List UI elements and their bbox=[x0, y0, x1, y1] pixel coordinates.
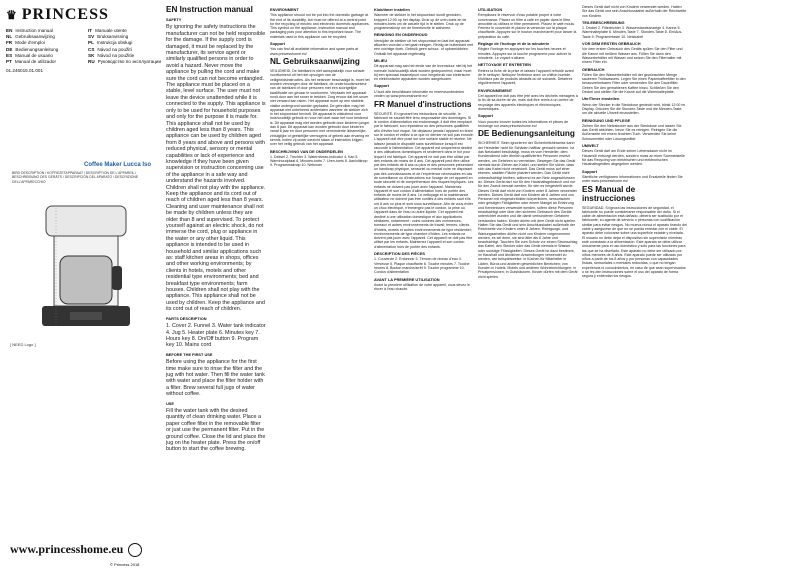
language-label: Návod na použití bbox=[97, 46, 132, 52]
body-text: SICHERHEIT. Beim Ignorieren der Sicherheitshinweise kann der Hersteller nicht für Schäden haftbar gemacht werden. Ist das Netzkabel beschädigt, muss es vom Hersteller, dem Kundendienst oder ähnlich qualifizierten Personen ersetzt werden, um Gefahren zu vermeiden. Bewegen Sie das Gerät niemals durch Ziehen am Kabel, und stellen Sie sicher, dass sich das Kabel nicht verwickelt. Das Gerät muss auf einer ebenen, stabilen Fläche platziert werden. Das Gerät nicht unbeaufsichtigt bleiben, während es am Netz angeschlossen ist. Dieses Gerät darf nur für den Haushaltsgebrauch und nur für den Zweck benutzt werden, für den es hergestellt wurde. Dieses Gerät darf nicht von Kindern unter 8 Jahren verwendet werden. Dieses Gerät darf von Kindern ab 8 Jahren und von Personen mit eingeschränkten körperlichen, sensorischen oder geistigen Fähigkeiten oder einem Mangel an Erfahrung und Kenntnissen verwendet werden, sofern diese Personen beaufsichtigt oder über den sicheren Gebrauch des Geräts unterrichtet wurden und die damit verbundenen Gefahren verstanden haben. Kinder dürfen mit dem Gerät nicht spielen. Halten Sie das Gerät und sein Anschlusskabel außerhalb der Reichweite von Kindern unter 8 Jahren. Reinigungs- und Wartungsarbeiten dürfen nicht von Kindern vorgenommen werden, es sei denn, sie sind älter als 8 Jahre und beaufsichtigt. Tauchen Sie zum Schutz vor einem Stromschlag das Kabel, den Stecker oder das Gerät niemals in Wasser oder sonstige Flüssigkeiten. Dieses Gerät ist dazu bestimmt, im Haushalt und ähnlichen Anwendungen verwendet zu werden, wie beispielsweise: in Küchen für Mitarbeiter in Läden, Büros und anderen gewerblichen Bereichen; von Kunden in Hotels, Motels und anderen Wohneinrichtungen; in Privatpensionen; in Gutshäusern. Kinder dürfen mit dem Gerät nicht spielen. bbox=[478, 141, 578, 279]
body-text: Füllen Sie den Wasserbehälter mit der gewünschten Menge sauberen Trinkwassers. Legen Sie einen Papierkaffeefilter in den herausnehmbaren Filter oder verwenden Sie den Dauerfilter. Geben Sie den gemahlenen Kaffee hinzu. Schließen Sie den Deckel und stellen Sie die Kanne auf die Warmhalteplatte. bbox=[582, 72, 686, 95]
language-section-heading: NL Gebruiksaanwijzing bbox=[270, 57, 360, 67]
language-label: Gebruiksaanwijzing bbox=[15, 34, 55, 40]
language-code: SK bbox=[88, 52, 95, 58]
language-code: EN bbox=[6, 28, 13, 33]
body-text: Remplissez le réservoir d'eau potable propre à votre convenance. Placez un filtre à café en papier dans le filtre amovible ou utilisez le filtre permanent. Placez le café moulu. Fermez le couvercle et placez la verseuse sur la plaque chauffante. Appuyez sur le bouton marche/arrêt pour lancer la préparation du café. bbox=[478, 13, 577, 39]
subsection-heading: SAFETY bbox=[166, 17, 182, 22]
subsection-heading: USE bbox=[166, 400, 174, 406]
language-item bbox=[6, 59, 82, 65]
language-code: PT bbox=[6, 59, 12, 65]
model-number: 01.246015.01.001 bbox=[6, 68, 44, 74]
product-title: Coffee Maker Lucca Iso bbox=[84, 162, 152, 168]
text-column-4 bbox=[478, 5, 578, 570]
language-section-heading: FR Manuel d'instructions bbox=[374, 99, 472, 109]
body-text: Wanneer de stekker in het stopcontact wordt gestoken, knippert 12:00 op het display. Druk op de uren-toets en de minuten-toets om de actuele tijd in te stellen. Druk op de programmaknop om de timerfunctie te activeren. bbox=[374, 13, 467, 31]
subsection-heading: BEFORE THE FIRST USE bbox=[166, 351, 213, 357]
body-text: 1. Deksel 2. Trechter 3. Waterniveau-indicator 4. Kan 5. Warmhoudplaat 6. Minuten-toets 7. Uren-toets 8. Aan/uitknop 9. Programmaknop 10. Netsnoer bbox=[270, 154, 368, 168]
body-text: 1. Deckel 2. Filtertrichter 3. Wasserstandsanzeige 4. Kanne 5. Warmhalteplatte 6. Minuten-Taste 7. Stunden-Taste 8. Ein/Aus-Taste 9. Programmtaste 10. Netzkabel bbox=[582, 26, 683, 39]
globe-icon bbox=[128, 543, 142, 557]
language-code: PL bbox=[88, 40, 94, 46]
language-label: Manual de usuario bbox=[15, 52, 53, 58]
body-text: Retirez la fiche de la prise et laissez l'appareil refroidir avant de le nettoyer. Nettoyez l'extérieur avec un chiffon humide. N'utilisez pas de produits abrasifs ou de solvants. Détartrez régulièrement l'appareil. bbox=[478, 68, 574, 86]
subsection-heading: REINIGING EN ONDERHOUD bbox=[374, 32, 428, 38]
language-section-heading: DE Bedienungsanleitung bbox=[478, 129, 575, 139]
section-heading: EN Instruction manual bbox=[166, 5, 253, 14]
language-label: Manual de utilizador bbox=[14, 59, 56, 65]
language-list bbox=[6, 28, 164, 65]
subsection-heading: MILIEU bbox=[374, 57, 388, 63]
subsection-heading: Klok/timer instellen bbox=[374, 7, 410, 12]
language-item bbox=[88, 59, 164, 65]
body-text: Before using the appliance for the first time make sure to rinse the filter and the jug with hot water. Then fill the water tank with water and place the filter holder with a filter. Brew several full jugs of water without coffee. bbox=[166, 359, 265, 398]
language-code: DE bbox=[6, 46, 13, 52]
text-column-2 bbox=[270, 5, 370, 570]
body-text: 1. Cover 2. Funnel 3. Water tank indicator 4. Jug 5. Heater plate 6. Minutes key 7. Hours key 8. On/Off button 9. Program key 10. Mains cord bbox=[166, 323, 266, 349]
subsection-heading: VOR DEM ERSTEN GEBRAUCH bbox=[582, 41, 641, 47]
subsection-heading: GEBRAUCH bbox=[582, 66, 605, 72]
body-text: 1. Couvercle 2. Entonnoir 3. Témoin de niveau d'eau 4. Verseuse 5. Plaque chauffante 6. Touche minutes 7. Touche heures 8. Bouton marche/arrêt 9. Touche programme 10. Cordon d'alimentation bbox=[374, 257, 470, 275]
body-text: Wenn der Stecker in die Steckdose gesteckt wird, blinkt 12:00 im Display. Drücken Sie die Stunden-Taste und die Minuten-Taste, um die aktuelle Uhrzeit einzustellen. bbox=[582, 102, 686, 116]
parts-label: [ NEED Logo ] bbox=[10, 342, 36, 347]
body-text: Ziehen Sie den Netzstecker aus der Steckdose und lassen Sie das Gerät abkühlen, bevor Sie es reinigen. Reinigen Sie die Außenseite mit einem feuchten Tuch. Verwenden Sie keine Scheuermittel oder Lösungsmittel. bbox=[582, 123, 682, 141]
subsection-heading: Uhr/Timer einstellen bbox=[582, 96, 620, 102]
language-code: IT bbox=[88, 28, 93, 33]
subsection-heading: ENVIRONNEMENT bbox=[478, 87, 513, 93]
text-column-1 bbox=[166, 5, 266, 570]
language-label: Manuale utente bbox=[95, 28, 127, 33]
language-label: Instrukcja obsługi bbox=[96, 40, 133, 46]
language-label: Mode d'emploi bbox=[15, 40, 45, 46]
body-text: By ignoring the safety instructions the manufacturer can not be held responsible for the damage. If the supply cord is damaged, it must be replaced by the manufacturer, its service agent or similarly qualified persons in order to avoid a hazard. Never move the appliance by pulling the cord and make sure the cord can not become entangled. The appliance must be placed on a stable, level surface. The user must not leave the device unattended while it is connected to the supply. This appliance is only to be used for household purposes and only for the purpose it is made for. This appliance shall not be used by children aged less than 8 years. This appliance can be used by children aged from 8 years and above and persons with reduced physical, sensory or mental capabilities or lack of experience and knowledge if they have been given supervision or instruction concerning use of the appliance in a safe way and understand the hazards involved. Children shall not play with the appliance. Keep the appliance and its cord out of reach of children aged less than 8 years. Cleaning and user maintenance shall not be made by children unless they are older than 8 and supervised. To protect yourself against an electric shock, do not immerse the cord, plug or appliance in the water or any other liquid. This appliance is intended to be used in household and similar applications such as: staff kitchen areas in shops, offices and other working environments; by clients in hotels, motels and other residential type environments; bed and breakfast type environments; farm houses. Children shall not play with the appliance. This appliance shall not be used by children. Keep the appliance and its cord out of reach of children. bbox=[166, 24, 266, 313]
subsection-heading: Réglage de l'horloge et de la minuterie bbox=[478, 41, 550, 47]
subsection-heading: Support bbox=[270, 41, 285, 47]
subsection-heading: NETTOYAGE ET ENTRETIEN bbox=[478, 62, 531, 68]
body-text: Sämtliche verfügbaren Informationen und Ersatzteile finden Sie unter www.princesshome.eu! bbox=[582, 174, 683, 184]
body-text: VEILIGHEID. De fabrikant is niet aansprakelijk voor schade voortkomend uit het niet opvolgen van de veiligheidsinstructies. Als het netsnoer beschadigd is, moet het worden vervangen door de fabrikant, de onderhoudsmonteur van de fabrikant of door personen met een soortgelijke kwalificatie om gevaar te voorkomen. Verplaats het apparaat nooit door aan het snoer te trekken. Zorg ervoor dat het snoer niet verward kan raken. Het apparaat moet op een stabiele, vlakke ondergrond worden geplaatst. De gebruiker mag het apparaat niet onbeheerd achterlaten wanneer de stekker zich in het stopcontact bevindt. Dit apparaat is uitsluitend voor huishoudelijk gebruik en voor het doel waar het voor bestemd is. Dit apparaat mag niet worden gebruikt door kinderen jonger dan 8 jaar. Dit apparaat kan worden gebruikt door kinderen vanaf 8 jaar en door personen met verminderde lichamelijke, zintuiglijke of geestelijke vermogens of gebrek aan ervaring en kennis, indien zij onder toezicht staan of instructies krijgen over het veilig gebruik van het apparaat. bbox=[270, 69, 370, 147]
crown-icon: ♛ bbox=[6, 7, 18, 22]
language-code: CS bbox=[88, 46, 95, 52]
language-label: Návod na použitie bbox=[97, 52, 135, 58]
body-text: This appliance should not be put into the domestic garbage at the end of its durability, but must be offered at a central point for the recycling of electric and electronic domestic appliances. This symbol on the appliance, instruction manual and packaging puts your attention to this important issue. The materials used in this appliance can be recycled. bbox=[270, 13, 370, 39]
body-text: You can find all available information and spare parts at www.princesshome.eu! bbox=[270, 47, 359, 56]
subsection-heading: REINIGUNG UND PFLEGE bbox=[582, 117, 631, 123]
subsection-heading: DESCRIPTION DES PIÈCES bbox=[374, 251, 426, 257]
subsection-heading: AVANT LA PREMIÈRE UTILISATION bbox=[374, 276, 440, 282]
subsection-heading: Support bbox=[582, 168, 597, 174]
text-column-3 bbox=[374, 5, 474, 570]
product-subtitle: BIRD DESCRIPTION / KOFFIEZETAPPARAAT / DESCRIPTION DE L'APPAREIL / BESCHREIBUNG DES GERÄTS / DESCRIPCIÓN DEL APARATO / DESCRIZIONE DELL'APPARECCHIO bbox=[12, 171, 139, 184]
coffee-maker-illustration bbox=[26, 196, 146, 346]
language-code: FR bbox=[6, 40, 13, 46]
website-link[interactable] bbox=[10, 542, 142, 557]
body-text: Cet appareil ne doit pas être jeté avec les déchets ménagers à la fin de sa durée de vie, mais doit être remis à un centre de recyclage des appareils électriques et électroniques domestiques. bbox=[478, 94, 578, 111]
body-text: Vor dem ersten Gebrauch des Geräts spülen Sie den Filter und die Kanne mit heißem Wasser aus. Füllen Sie dann den Wasserbehälter mit Wasser und setzen Sie den Filterhalter mit einem Filter ein. bbox=[582, 47, 683, 65]
body-text: Dieses Gerät darf nicht von Kindern verwendet werden. Halten Sie das Gerät und sein Anschlusskabel außerhalb der Reichweite von Kindern. bbox=[582, 5, 687, 18]
subsection-heading: Support bbox=[478, 113, 493, 119]
language-code: RU bbox=[88, 59, 95, 65]
language-label: Bedienungsanleitung bbox=[15, 46, 59, 52]
body-text: SÉCURITÉ. En ignorant les instructions de sécurité, le fabricant ne saurait être tenu responsable des dommages. Si le cordon d'alimentation est endommagé, il doit être remplacé par le fabricant, son réparateur ou des personnes qualifiées afin d'éviter tout risque. Ne déplacez jamais l'appareil en tirant sur le cordon et veillez à ce que ce dernier ne soit pas enroulé. L'appareil doit être posé sur une surface stable et nivelée. Ne laissez jamais le dispositif sans surveillance lorsqu'il est raccordé à l'alimentation. Cet appareil est uniquement destiné à des utilisations domestiques et seulement dans le but pour lequel il est fabriqué. Cet appareil ne doit pas être utilisé par des enfants de moins de 8 ans. Cet appareil peut être utilisé par des enfants de 8 ans ou plus et des personnes présentant un handicap physique, sensoriel ou mental voire ne disposant pas des connaissances et de l'expérience nécessaires en cas de surveillance ou d'instructions sur l'usage de cet appareil en toute sécurité et de compréhension des risques impliqués. Les enfants ne doivent pas jouer avec l'appareil. Maintenez l'appareil et son cordon d'alimentation hors de portée des enfants de moins de 8 ans. Le nettoyage et la maintenance utilisateur ne doivent pas être confiés à des enfants sauf s'ils ont 8 ans ou plus et sont sous surveillance. Afin de vous éviter un choc électrique, n'immergez pas le cordon, la prise ou l'appareil dans de l'eau ou autre liquide. Cet appareil est destiné à une utilisation domestique et aux applications similaires, notamment : coins cuisines des commerces, bureaux et autres environnements de travail; fermes; clients d'hôtels, motels et autres environnements de type résidentiel; environnements de type chambre d'hôtes. Les enfants ne doivent pas jouer avec l'appareil. Cet appareil ne doit pas être utilisé par les enfants. Maintenez l'appareil et son cordon d'alimentation hors de portée des enfants. bbox=[374, 111, 474, 249]
body-text: Dit apparaat mag aan het einde van de levensduur niet bij het normale huishoudelijk afval worden gedeponeerd, maar moet bij een speciaal inzamelpunt voor hergebruik van elektrische en elektronische apparaten worden aangeboden. bbox=[374, 64, 473, 82]
body-text: Fill the water tank with the desired quantity of clean drinking water. Place a paper coffee filter in the removable filter or just use the permanent filter. Put in the ground coffee. Close the lid and place the jug on the heater plate. Press the on/off button to start the coffee brewing. bbox=[166, 407, 266, 453]
text-column-5 bbox=[582, 5, 687, 570]
subsection-heading: TEILEBESCHREIBUNG bbox=[582, 19, 625, 25]
body-text: Dieses Gerät darf am Ende seiner Lebensdauer nicht im Hausmüll entsorgt werden, sondern muss an einer Sammelstelle für das Recycling von elektrischen und elektronischen Haushaltsgeräten abgegeben werden. bbox=[582, 149, 685, 167]
subsection-heading: Support bbox=[374, 83, 389, 89]
subsection-heading: UTILISATION bbox=[478, 7, 503, 12]
body-text: Verwijder de stekker uit het stopcontact en laat het apparaat afkoelen voordat u het gaat reinigen. Reinig de buitenkant met een vochtige doek. Gebruik geen schuur- of oplosmiddelen. Ontkalk het apparaat regelmatig. bbox=[374, 38, 474, 56]
website-text: www.princesshome.eu bbox=[10, 542, 124, 556]
body-text: Avant la première utilisation de votre appareil, vous devez le rincer à l'eau chaude. bbox=[374, 282, 470, 292]
body-text: SEGURIDAD. Si ignora las instrucciones de seguridad, el fabricante no puede considerarse responsable del daño. Si el cable de alimentación está dañado, deberá ser sustituido por el fabricante, su agente de servicio o personas con cualificación similar para evitar riesgos. No mueva nunca el aparato tirando del cable y asegúrese de que no se pueda enredar con el cable. El aparato debe colocarse sobre una superficie estable y nivelada. El usuario no debe dejar el dispositivo sin supervisión mientras esté conectado a la alimentación. Este aparato se debe utilizar únicamente para el uso doméstico y sólo para las funciones para las que se ha diseñado. Este aparato no debe ser utilizado por niños menores de 8 años. Este aparato puede ser utilizado por niños a partir de los 8 años y por personas con capacidades físicas, sensoriales o mentales reducidas, o que no tengan experiencia ni conocimientos, en caso de que sean supervisados o se les den instrucciones sobre el uso del aparato de forma segura y entiendan los riesgos. bbox=[582, 205, 687, 279]
brand-logo bbox=[6, 6, 164, 24]
body-text: U kunt alle beschikbare informatie en reserveonderdelen vinden op www.princesshome.eu! bbox=[374, 89, 465, 99]
language-code: NL bbox=[6, 34, 13, 40]
subsection-heading: BESCHRIJVING VAN DE ONDERDELEN bbox=[270, 148, 343, 154]
language-section-heading: ES Manual de instrucciones bbox=[582, 184, 636, 203]
body-text: Réglez l'horloge en appuyant sur les touches heures et minutes. Appuyez sur la touche programme pour activer la minuterie. Le voyant s'allume. bbox=[478, 47, 571, 60]
language-label: Руководство по эксплуатации bbox=[97, 59, 162, 65]
body-text: Vous pouvez trouver toutes les informations et pièces de rechange sur www.princesshome.eu! bbox=[478, 119, 569, 128]
language-label: Instruction manual bbox=[15, 28, 53, 33]
subsection-heading: ENVIRONMENT bbox=[270, 7, 299, 12]
cover-column bbox=[6, 6, 164, 571]
subsection-heading: UMWELT bbox=[582, 143, 599, 149]
brand-name: PRINCESS bbox=[21, 6, 109, 23]
language-code: ES bbox=[6, 52, 13, 58]
subsection-heading: PARTS DESCRIPTION bbox=[166, 315, 207, 321]
language-code: SV bbox=[88, 34, 95, 40]
copyright-date: © Princess 2018 bbox=[110, 562, 140, 567]
language-label: Bruksanvisning bbox=[97, 34, 129, 40]
